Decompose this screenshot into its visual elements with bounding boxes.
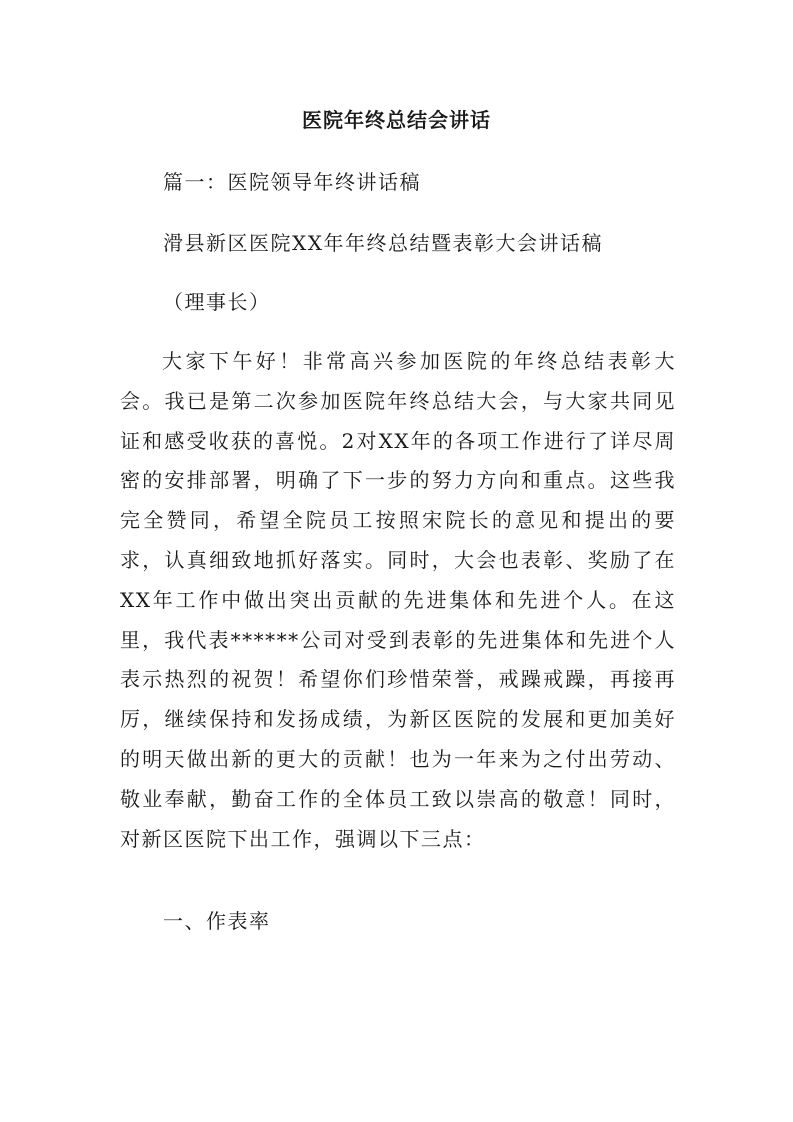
body-paragraph: 大家下午好！非常高兴参加医院的年终总结表彰大会。我已是第二次参加医院年终总结大会，与大家共同见证和感受收获的喜悦。2对XX年的各项工作进行了详尽周密的安排部署，明确了下一步的努力方向和重点。这些我完全赞同，希望全院员工按照宋院长的意见和提出的要求，认真细致地抓好落实。同时，大会也表彰、奖励了在XX年工作中做出突出贡献的先进集体和先进个人。在这里，我代表******公司对受到表彰的先进集体和先进个人表示热烈的祝贺！希望你们珍惜荣誉，戒躁戒躁，再接再厉，继续保持和发扬成绩，为新区医院的发展和更加美好的明天做出新的更大的贡献！也为一年来为之付出劳动、敬业奉献，勤奋工作的全体员工致以崇高的敬意！同时，对新区医院下出工作，强调以下三点： [120,349,676,851]
section-heading-1: 篇一：医院领导年终讲话稿 [163,170,421,194]
section-heading-one: 一、作表率 [163,909,271,933]
document-title: 医院年终总结会讲话 [302,108,491,132]
speaker-label: （理事长） [163,290,271,314]
speech-title: 滑县新区医院XX年年终总结暨表彰大会讲话稿 [163,231,603,255]
